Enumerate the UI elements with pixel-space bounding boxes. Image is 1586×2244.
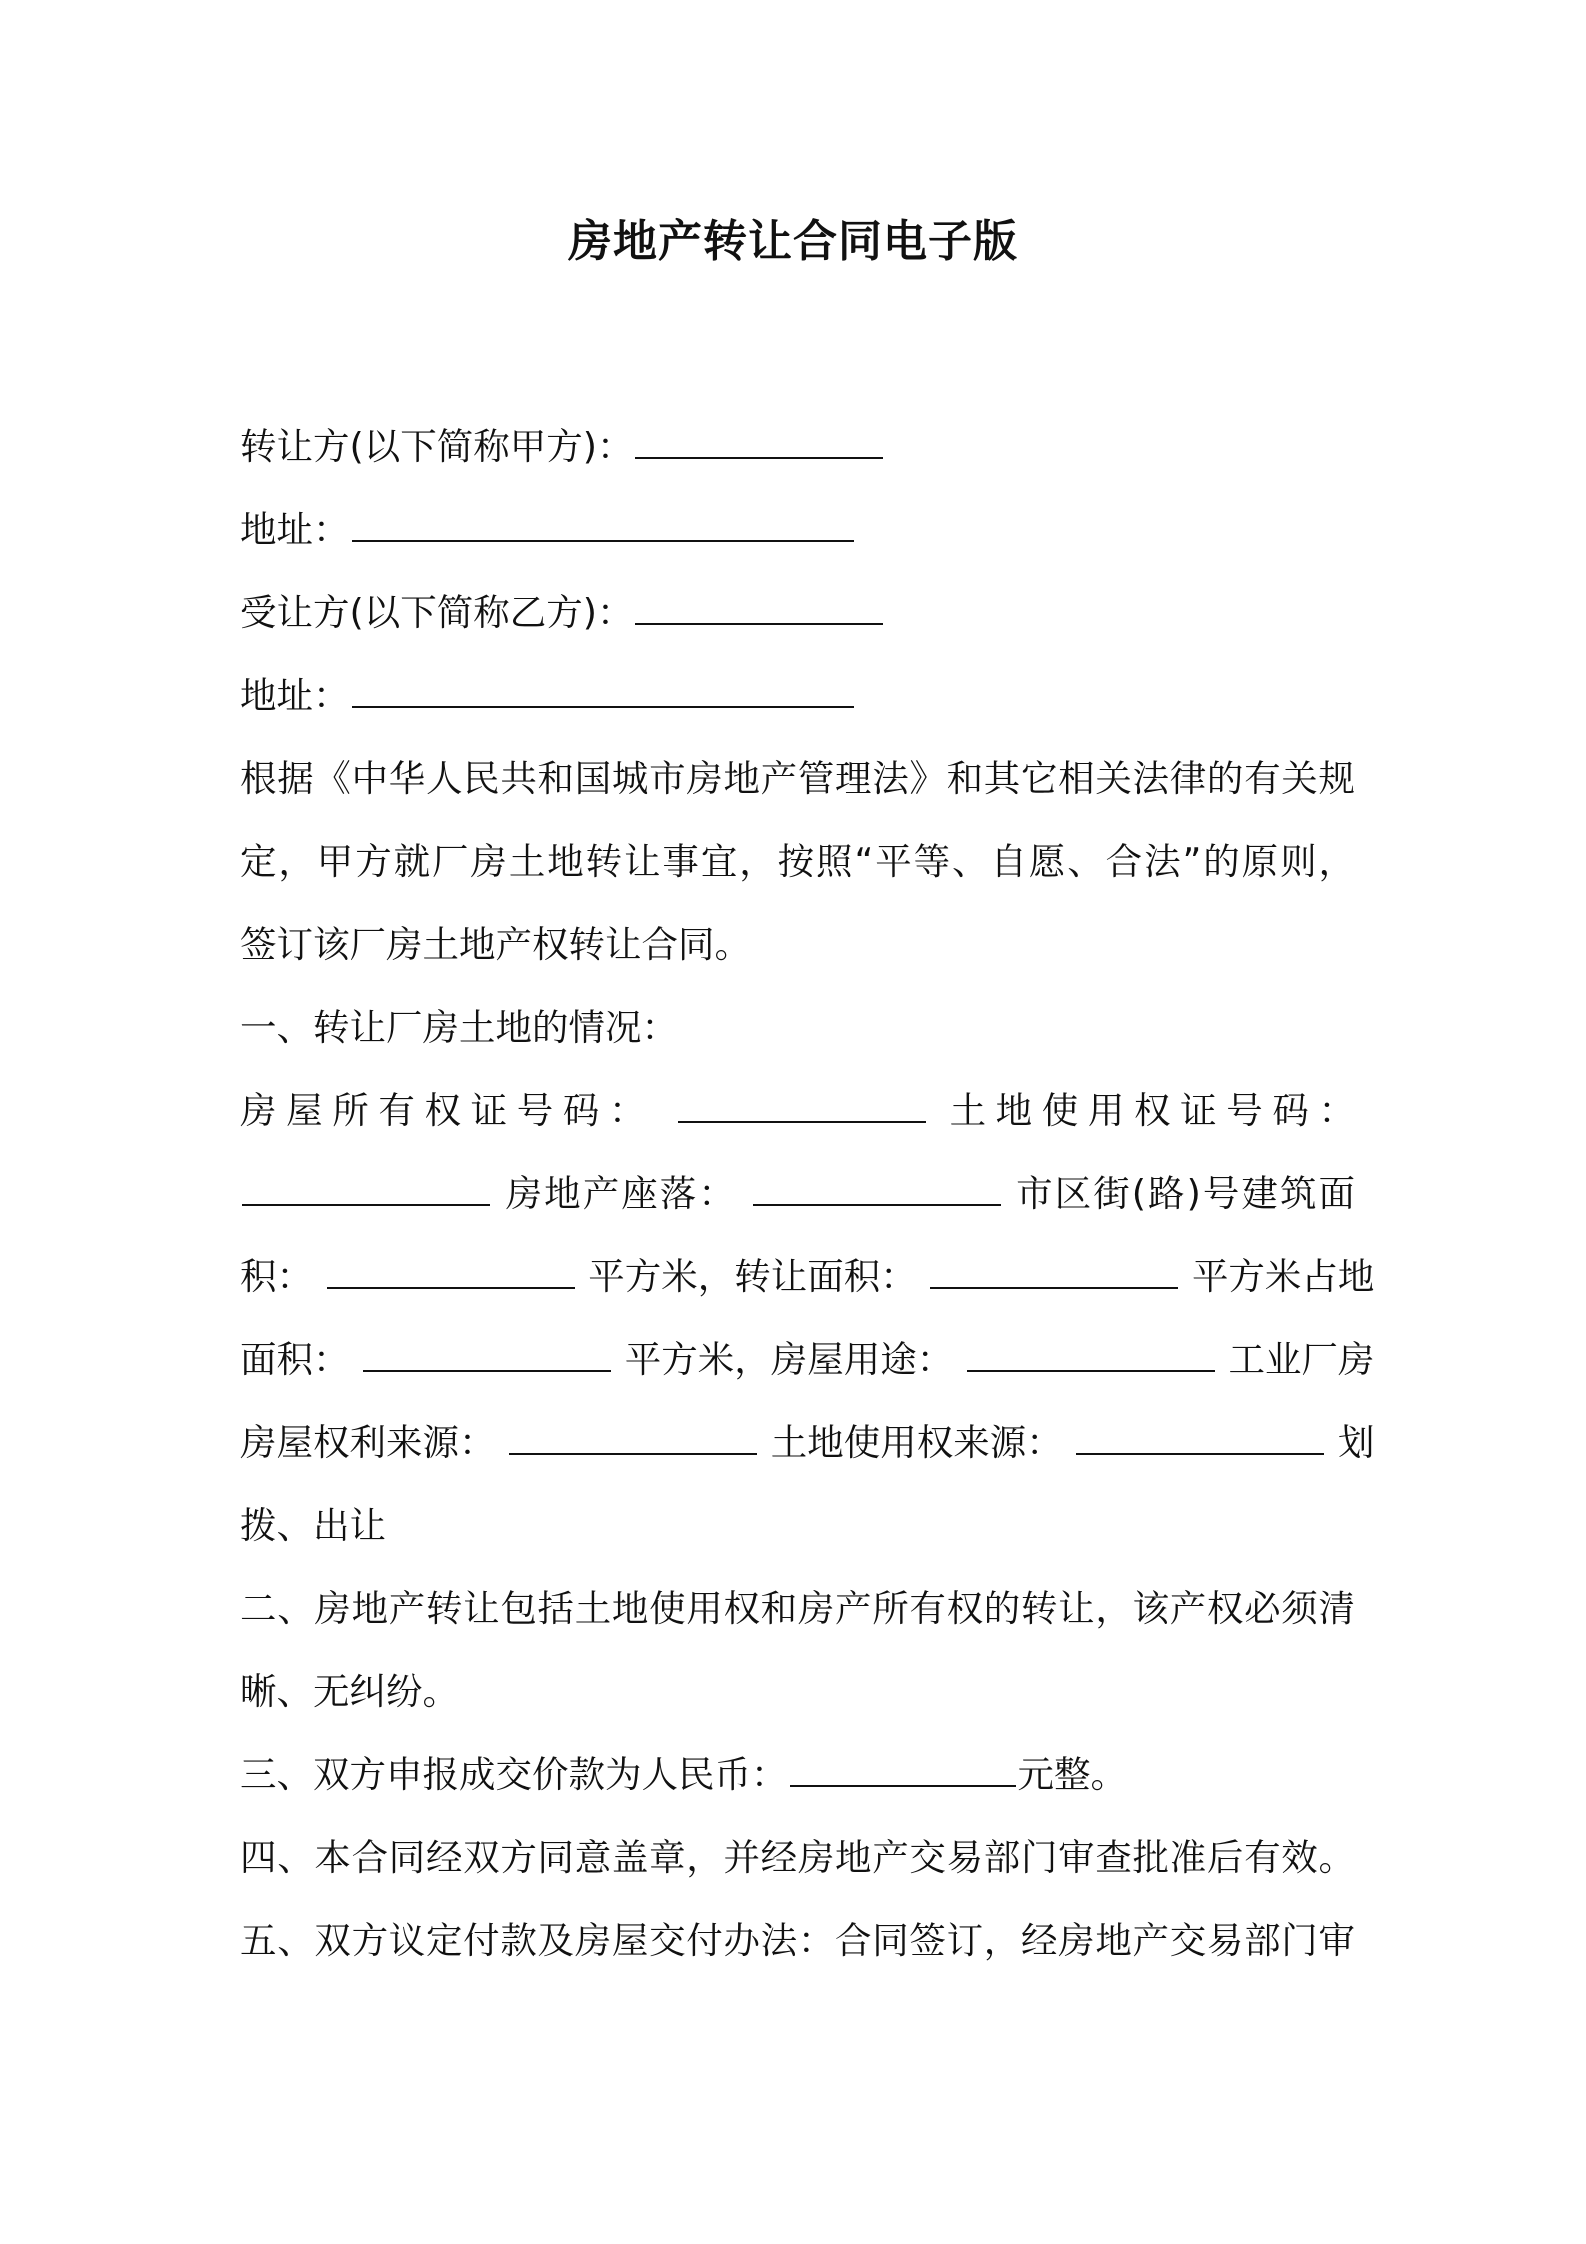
transferor-blank [635, 427, 883, 459]
transferor-address-blank [352, 510, 854, 542]
section-2-line-2: 晰、无纠纷。 [240, 1670, 459, 1713]
section-1-line-1 [240, 1069, 1355, 1152]
section-1-line-5 [240, 1401, 1375, 1484]
document-title: 房地产转让合同电子版 [568, 216, 1018, 267]
transferor-label: 转让方(以下简称甲方)： [240, 425, 634, 468]
building-area-blank [327, 1257, 575, 1289]
preamble-line-3: 签订该厂房土地产权转让合同。 [240, 923, 751, 966]
rights-source-blank [509, 1423, 757, 1455]
land-cert-blank [242, 1174, 490, 1206]
land-area-blank [363, 1340, 611, 1372]
land-source-label: 土地使用权来源： [770, 1421, 1063, 1464]
contract-body [240, 405, 1375, 1982]
use-value: 工业厂房 [1228, 1338, 1375, 1381]
section-4-line: 四、本合同经双方同意盖章，并经房地产交易部门审查批准后有效。 [240, 1836, 1355, 1879]
sqm-use-label: 平方米，房屋用途： [624, 1338, 954, 1381]
location-label: 房地产座落： [505, 1172, 737, 1215]
use-blank [967, 1340, 1215, 1372]
section-1-line-3 [240, 1235, 1375, 1318]
sqm-transfer-label: 平方米，转让面积： [588, 1255, 917, 1298]
section-1-line-2 [240, 1152, 1355, 1235]
section-1-heading: 一、转让厂房土地的情况： [240, 1006, 678, 1049]
transferee-address-label: 地址： [240, 674, 350, 717]
land-cert-label: 土地使用权证号码： [949, 1089, 1356, 1132]
transferee-address-blank [352, 676, 854, 708]
street-area-label: 市区街(路)号建筑面 [1016, 1172, 1355, 1215]
house-cert-blank [678, 1091, 926, 1123]
rights-source-label: 房屋权利来源： [240, 1421, 496, 1464]
transferor-line [240, 405, 1355, 488]
house-cert-label: 房屋所有权证号码： [240, 1089, 656, 1132]
section-1-line-6: 拨、出让 [240, 1504, 386, 1547]
sqm-land-label: 平方米占地 [1191, 1255, 1375, 1298]
area-cont-label: 积： [240, 1255, 313, 1298]
price-blank [790, 1755, 1016, 1787]
section-3-line [240, 1733, 1355, 1816]
transfer-area-blank [930, 1257, 1178, 1289]
land-source-blank [1076, 1423, 1324, 1455]
preamble-line-1: 根据《中华人民共和国城市房地产管理法》和其它相关法律的有关规 [240, 757, 1355, 800]
location-blank [753, 1174, 1001, 1206]
transferee-address-line [240, 654, 1355, 737]
transferor-address-label: 地址： [240, 508, 350, 551]
hua-char: 划 [1337, 1421, 1375, 1464]
section-1-line-4 [240, 1318, 1375, 1401]
transferee-label: 受让方(以下简称乙方)： [240, 591, 634, 634]
transferee-blank [635, 593, 883, 625]
section-2-line-1: 二、房地产转让包括土地使用权和房产所有权的转让，该产权必须清 [240, 1587, 1355, 1630]
preamble-line-2: 定，甲方就厂房土地转让事宜，按照“平等、自愿、合法”的原则， [240, 840, 1355, 883]
transferee-line [240, 571, 1355, 654]
price-label: 三、双方申报成交价款为人民币： [240, 1753, 788, 1796]
land-area-label: 面积： [240, 1338, 350, 1381]
section-5-line: 五、双方议定付款及房屋交付办法：合同签订，经房地产交易部门审 [240, 1919, 1355, 1962]
price-suffix: 元整。 [1017, 1753, 1127, 1796]
transferor-address-line [240, 488, 1355, 571]
